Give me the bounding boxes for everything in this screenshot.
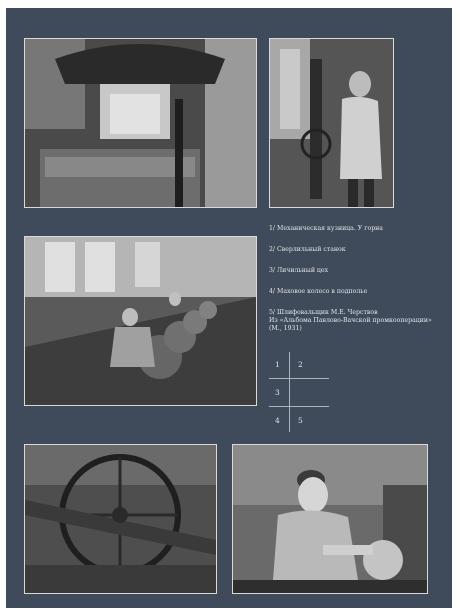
key-number-4: 4 [275,416,280,425]
photo-layout-key [269,352,329,432]
caption-source: Из «Альбома Павлово-Вачской промкооперации» (М., 1931) [269,317,432,332]
photo-forge [24,38,257,208]
caption-3: 3/ Личильный цех [269,267,329,274]
caption-4: 4/ Маховое колесо в подполье [269,288,368,295]
caption-1: 1/ Механическая кузница. У горна [269,225,383,232]
caption-block [269,225,439,333]
caption-5: 5/ Шлифовальщик М.Е. Черствов [269,309,378,316]
key-number-2: 2 [298,360,303,369]
photo-drilling-machine [269,38,394,208]
photo-grinder [232,444,428,594]
album-page [6,8,452,608]
key-number-5: 5 [298,416,303,425]
caption-2: 2/ Сверлильный станок [269,246,346,253]
key-number-3: 3 [275,388,280,397]
key-number-1: 1 [275,360,280,369]
photo-workshop-row [24,236,257,406]
key-vertical-rule [289,352,290,432]
key-horizontal-rule [269,378,329,379]
photo-flywheel [24,444,217,594]
key-horizontal-rule [269,406,329,407]
